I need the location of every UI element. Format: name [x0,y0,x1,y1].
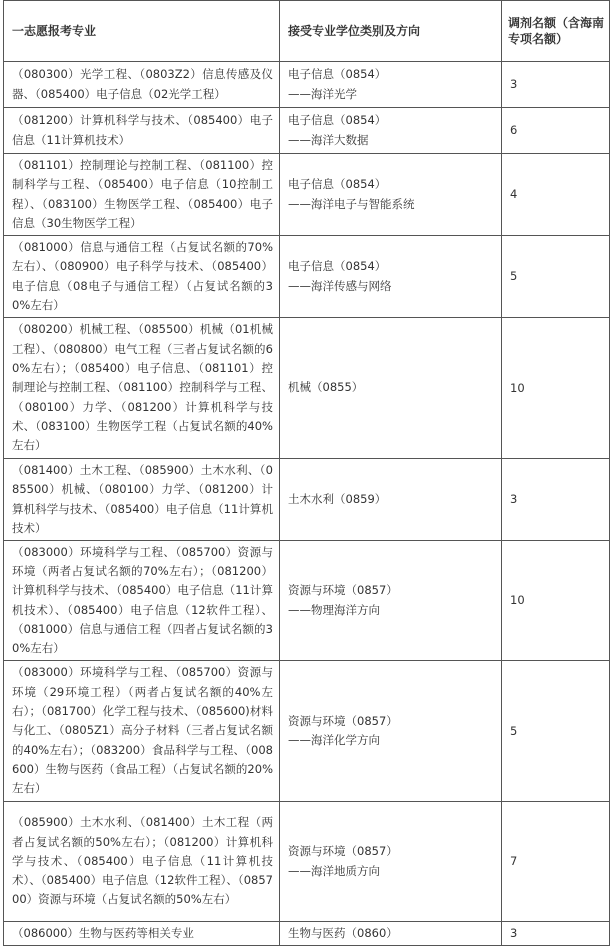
cell-category [280,236,502,318]
table-row [4,661,610,802]
cell-quota: 10 [502,318,610,459]
table-row [4,459,610,541]
cell-first-choice: （080300）光学工程、（0803Z2）信息传感及仪器、（085400）电子信息（02光学工程） [4,62,280,108]
cell-quota: 5 [502,661,610,802]
category-direction: ——海洋化学方向 [288,733,380,747]
category-direction: ——海洋大数据 [288,132,369,147]
category-name: 电子信息（0854） [288,177,387,192]
cell-category [280,541,502,661]
cell-first-choice: （080200）机械工程、（085500）机械（01机械工程）、（080800）电气工程（三者占复试名额的60%左右）；（085400）电子信息、（081101）控制理论与控制工程、（081100）控制科学与工程、（080100）力学、（081200）计算机科学与技术、（083100）生物医学工程（占复试名额的40%左右） [4,318,280,459]
cell-category [280,62,502,108]
category-name: 机械（0855） [288,380,364,395]
category-direction: ——物理海洋方向 [288,602,380,617]
table-row [4,541,610,661]
cell-category [280,108,502,154]
category-name: 电子信息（0854） [288,113,387,128]
category-direction: ——海洋光学 [288,86,357,101]
table-row [4,108,610,154]
table-row [4,922,610,946]
cell-category [280,318,502,459]
table-row [4,62,610,108]
cell-first-choice: （085900）土木水利、（081400）土木工程（两者占复试名额的50%左右）；（081200）计算机科学与技术、（085400）电子信息（11计算机技术）、（085400）电子信息（12软件工程）、（085700）资源与环境（占复试名额的50%左右） [4,802,280,922]
header-first-choice: 一志愿报考专业 [4,1,280,62]
cell-first-choice: （086000）生物与医药等相关专业 [4,922,280,946]
category-direction: ——海洋电子与智能系统 [288,196,415,211]
cell-quota: 6 [502,108,610,154]
category-name: 资源与环境（0857） [288,583,398,598]
category-name: 土木水利（0859） [288,491,387,506]
category-direction: ——海洋地质方向 [288,863,380,878]
cell-first-choice: （083000）环境科学与工程、（085700）资源与环境（29环境工程）（两者占复试名额的40%左右）；（081700）化学工程与技术、（085600)材料与化工、（0805Z1）高分子材料（三者占复试名额的40%左右）；（083200）食品科学与工程、（008600）生物与医药（食品工程）（占复试名额的20%左右） [4,661,280,802]
category-name: 电子信息（0854） [288,259,387,274]
category-direction: ——海洋传感与网络 [288,278,392,293]
cell-quota: 3 [502,62,610,108]
cell-category [280,922,502,946]
category-name: 资源与环境（0857） [288,713,398,728]
cell-quota: 10 [502,541,610,661]
cell-first-choice: （081000）信息与通信工程（占复试名额的70%左右）、（080900）电子科学与技术、（085400）电子信息（08电子与通信工程）（占复试名额的30%左右） [4,236,280,318]
cell-category [280,154,502,236]
cell-quota: 5 [502,236,610,318]
cell-category [280,661,502,802]
cell-quota: 7 [502,802,610,922]
adjustment-table [3,0,610,946]
category-name: 资源与环境（0857） [288,844,398,859]
cell-quota: 3 [502,459,610,541]
cell-first-choice: （081200）计算机科学与技术、（085400）电子信息（11计算机技术） [4,108,280,154]
category-name: 电子信息（0854） [288,67,387,82]
category-name: 生物与医药（0860） [288,925,398,940]
table-row [4,318,610,459]
cell-category [280,802,502,922]
cell-first-choice: （083000）环境科学与工程、（085700）资源与环境（两者占复试名额的70%左右）；（081200）计算机科学与技术、（085400）电子信息（11计算机技术）、（085400）电子信息（12软件工程）、（081000）信息与通信工程（四者占复试名额的30%左右） [4,541,280,661]
cell-first-choice: （081101）控制理论与控制工程、（081100）控制科学与工程、（085400）电子信息（10控制工程）、（083100）生物医学工程、（085400）电子信息（30生物医学工程） [4,154,280,236]
cell-category [280,459,502,541]
cell-quota: 4 [502,154,610,236]
header-quota: 调剂名额（含海南专项名额） [502,1,610,62]
table-header-row [4,1,610,62]
table-row [4,236,610,318]
cell-first-choice: （081400）土木工程、（085900）土木水利、（085500）机械、（080100）力学、（081200）计算机科学与技术、（085400）电子信息（11计算机技术） [4,459,280,541]
header-accepted-category: 接受专业学位类别及方向 [280,1,502,62]
cell-quota: 3 [502,922,610,946]
table-row [4,802,610,922]
table-row [4,154,610,236]
